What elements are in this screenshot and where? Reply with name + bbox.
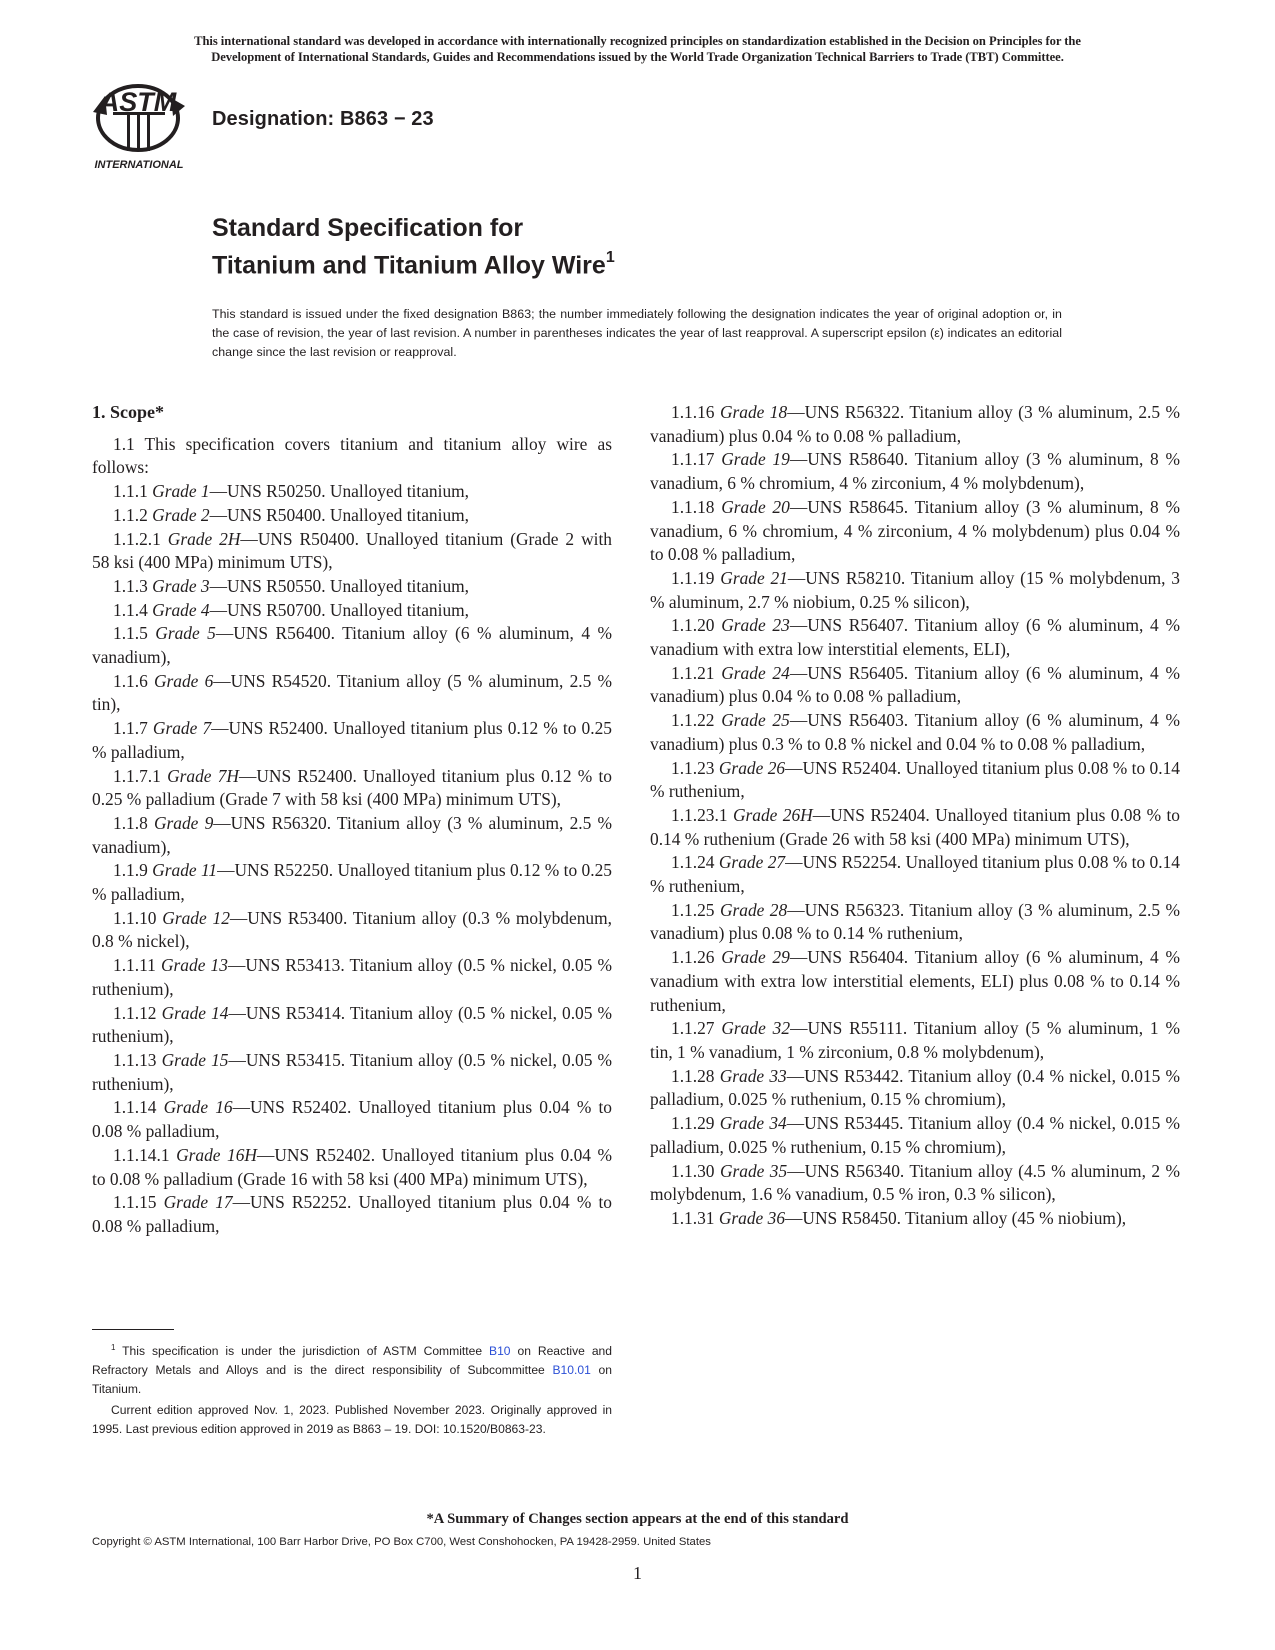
scope-item-grade: Grade 1 (152, 481, 210, 502)
logo-text: ASTM (99, 87, 177, 117)
scope-item-number: 1.1.16 (671, 402, 715, 422)
scope-item-text: —UNS R58210. Titanium alloy (15 % molybdenum, 3 % aluminum, 2.7 % niobium, 0.25 % silicon), (650, 567, 1180, 612)
scope-item-number: 1.1.31 (671, 1207, 715, 1228)
scope-item-number: 1.1.5 (113, 623, 148, 644)
title-line-2 (212, 244, 615, 281)
scope-item (92, 670, 612, 717)
scope-item-text: —UNS R58640. Titanium alloy (3 % aluminum, 8 % vanadium, 6 % chromium, 4 % zirconium, 4 % molybdenum), (650, 449, 1180, 494)
scope-item (92, 504, 612, 528)
scope-item-grade: Grade 26 (718, 757, 786, 778)
scope-item-text: —UNS R50400. Unalloyed titanium (Grade 2 with 58 ksi (400 MPa) minimum UTS), (92, 528, 612, 573)
scope-item (650, 1112, 1180, 1159)
footnote-1-text-a: This specification is under the jurisdiction of ASTM Committee (122, 1344, 483, 1359)
scope-item (92, 1049, 612, 1096)
scope-item-text: —UNS R56323. Titanium alloy (3 % aluminum, 2.5 % vanadium) plus 0.08 % to 0.14 % ruthenium, (650, 899, 1180, 944)
scope-item-number: 1.1.11 (113, 955, 156, 976)
astm-logo-mark (91, 82, 191, 174)
scope-item-number: 1.1.29 (671, 1113, 715, 1134)
scope-item-text: —UNS R56320. Titanium alloy (3 % aluminum, 2.5 % vanadium), (92, 812, 612, 857)
scope-item-number: 1.1.7.1 (113, 765, 161, 786)
scope-item-grade: Grade 32 (721, 1018, 791, 1039)
scope-item-number: 1.1.19 (671, 567, 715, 588)
scope-item-text: —UNS R56407. Titanium alloy (6 % aluminum, 4 % vanadium with extra low interstitial elements, ELI), (650, 615, 1180, 660)
scope-item-number: 1.1.10 (113, 907, 157, 928)
scope-item-number: 1.1.4 (113, 599, 148, 620)
scope-item-text: —UNS R56405. Titanium alloy (6 % aluminum, 4 % vanadium) plus 0.04 % to 0.08 % palladium, (650, 662, 1180, 707)
scope-item-grade: Grade 16 (163, 1097, 233, 1118)
scope-item-text: —UNS R53415. Titanium alloy (0.5 % nickel, 0.05 % ruthenium), (92, 1049, 612, 1094)
scope-item (92, 1096, 612, 1143)
scope-item-number: 1.1.1 (113, 481, 148, 502)
scope-item-number: 1.1.17 (671, 449, 715, 470)
scope-item-number: 1.1.21 (671, 662, 715, 683)
scope-item-text: —UNS R50400. Unalloyed titanium, (209, 504, 470, 525)
footnote-1 (92, 1338, 612, 1399)
scope-item-number: 1.1.2.1 (113, 528, 161, 549)
scope-item-number: 1.1.2 (113, 504, 148, 525)
scope-item-text: —UNS R56404. Titanium alloy (6 % aluminum, 4 % vanadium with extra low interstitial elements, ELI) plus 0.08 % to 0.14 % ruthenium, (650, 947, 1180, 1015)
scope-item-grade: Grade 6 (153, 670, 214, 691)
scope-item (650, 496, 1180, 567)
scope-item-grade: Grade 5 (155, 623, 216, 644)
subcommittee-link[interactable]: B10.01 (552, 1363, 591, 1378)
scope-item-number: 1.1.23.1 (671, 804, 728, 825)
scope-intro: 1.1 This specification covers titanium and titanium alloy wire as follows: (92, 433, 612, 478)
copyright: Copyright © ASTM International, 100 Barr Harbor Drive, PO Box C700, West Conshohocken, PA 19428-2959. United States (92, 1536, 711, 1548)
scope-item-grade: Grade 24 (721, 662, 790, 683)
scope-item-text: —UNS R50550. Unalloyed titanium, (209, 575, 470, 596)
scope-item-text: —UNS R52402. Unalloyed titanium plus 0.04 % to 0.08 % palladium (Grade 16 with 58 ksi (400 MPa) minimum UTS), (92, 1144, 612, 1189)
scope-item-text: —UNS R52402. Unalloyed titanium plus 0.04 % to 0.08 % palladium, (92, 1097, 612, 1142)
title-footnote-mark: 1 (605, 249, 615, 266)
scope-item-grade: Grade 29 (721, 947, 790, 968)
footnote-1-mark: 1 (111, 1343, 116, 1352)
scope-item-text: —UNS R54520. Titanium alloy (5 % aluminum, 2.5 % tin), (92, 670, 612, 715)
left-column (92, 401, 612, 1239)
scope-item-text: —UNS R56322. Titanium alloy (3 % aluminum, 2.5 % vanadium) plus 0.04 % to 0.08 % palladium, (650, 402, 1180, 446)
scope-item-number: 1.1.27 (671, 1018, 715, 1039)
scope-item-number: 1.1.30 (671, 1160, 715, 1181)
scope-item (650, 614, 1180, 661)
scope-item-text: —UNS R52254. Unalloyed titanium plus 0.08 % to 0.14 % ruthenium, (650, 852, 1180, 897)
document-title (212, 212, 615, 281)
scope-item-number: 1.1.3 (113, 575, 148, 596)
scope-item (650, 709, 1180, 756)
scope-item-grade: Grade 34 (719, 1113, 787, 1134)
scope-item (650, 899, 1180, 946)
scope-item-text: —UNS R58450. Titanium alloy (45 % niobium), (785, 1207, 1127, 1228)
scope-item-number: 1.1.24 (671, 852, 715, 873)
scope-item-grade: Grade 3 (152, 575, 210, 596)
scope-item-text: —UNS R53400. Titanium alloy (0.3 % molybdenum, 0.8 % nickel), (92, 907, 612, 952)
scope-item-text: —UNS R56400. Titanium alloy (6 % aluminum, 4 % vanadium), (92, 623, 612, 668)
scope-item-grade: Grade 20 (721, 496, 790, 517)
scope-item-number: 1.1.26 (671, 947, 715, 968)
scope-item-number: 1.1.14.1 (113, 1144, 170, 1165)
scope-item (92, 859, 612, 906)
scope-item-number: 1.1.7 (113, 718, 148, 739)
scope-item-grade: Grade 28 (719, 899, 788, 920)
scope-item (650, 1017, 1180, 1064)
scope-item (92, 1144, 612, 1191)
scope-item-grade: Grade 36 (718, 1207, 786, 1228)
title-line-2-text: Titanium and Titanium Alloy Wire (212, 251, 606, 280)
scope-item-text: —UNS R53442. Titanium alloy (0.4 % nickel, 0.015 % palladium, 0.025 % ruthenium, 0.15 % chromium), (650, 1065, 1180, 1110)
scope-item-text: —UNS R56403. Titanium alloy (6 % aluminum, 4 % vanadium) plus 0.3 % to 0.8 % nickel and 0.04 % to 0.08 % palladium, (650, 710, 1180, 754)
scope-item (92, 1002, 612, 1049)
scope-item-number: 1.1.8 (113, 812, 148, 833)
scope-item-grade: Grade 33 (719, 1065, 787, 1086)
footnote-2: Current edition approved Nov. 1, 2023. Published November 2023. Originally approved in 1995. Last previous edition approved in 2019 as B863 – 19. DOI: 10.1520/B0863-23. (92, 1403, 612, 1437)
astm-logo (91, 82, 191, 174)
scope-item-number: 1.1.9 (113, 860, 148, 881)
scope-item-grade: Grade 14 (161, 1002, 229, 1023)
scope-item-number: 1.1.20 (671, 615, 715, 636)
scope-item (92, 480, 612, 504)
scope-item (92, 1191, 612, 1238)
scope-item-grade: Grade 27 (718, 852, 786, 873)
scope-item-text: —UNS R50250. Unalloyed titanium, (209, 481, 470, 502)
scope-item (92, 622, 612, 669)
section-heading-scope: 1. Scope* (92, 402, 164, 422)
scope-item-number: 1.1.22 (671, 710, 715, 731)
scope-item-grade: Grade 11 (152, 860, 218, 881)
scope-item-grade: Grade 19 (721, 449, 790, 470)
scope-item (92, 907, 612, 954)
scope-item-grade: Grade 7 (152, 718, 212, 739)
scope-item (650, 401, 1180, 448)
scope-item-text: —UNS R52252. Unalloyed titanium plus 0.04 % to 0.08 % palladium, (92, 1192, 612, 1236)
scope-item-text: —UNS R52400. Unalloyed titanium plus 0.12 % to 0.25 % palladium, (92, 718, 612, 762)
scope-item (92, 812, 612, 859)
scope-item (92, 765, 612, 812)
footnote-rule (92, 1329, 174, 1330)
scope-item-grade: Grade 25 (721, 710, 790, 731)
scope-item-number: 1.1.15 (113, 1192, 157, 1213)
scope-item-number: 1.1.12 (113, 1002, 157, 1023)
summary-of-changes-note: *A Summary of Changes section appears at the end of this standard (426, 1511, 849, 1527)
scope-item-text: —UNS R58645. Titanium alloy (3 % aluminum, 8 % vanadium, 6 % chromium, 4 % zirconium, 4 % molybdenum) plus 0.04 % to 0.08 % palladium, (650, 496, 1180, 565)
scope-item (650, 757, 1180, 804)
scope-item-grade: Grade 2H (167, 528, 241, 549)
wto-notice-line-2: Development of International Standards, Guides and Recommendations issued by the World Trade Organization Technical Barriers to Trade (TBT) Committee. (211, 49, 1064, 64)
scope-item (92, 717, 612, 764)
scope-item-text: —UNS R53414. Titanium alloy (0.5 % nickel, 0.05 % ruthenium), (92, 1002, 612, 1047)
scope-item-grade: Grade 35 (719, 1160, 788, 1181)
scope-item-text: —UNS R52400. Unalloyed titanium plus 0.12 % to 0.25 % palladium (Grade 7 with 58 ksi (400 MPa) minimum UTS), (92, 765, 612, 810)
scope-item-number: 1.1.28 (671, 1065, 715, 1086)
scope-item-grade: Grade 26H (732, 804, 813, 825)
scope-item-grade: Grade 7H (167, 765, 239, 786)
scope-item (92, 575, 612, 599)
scope-item (650, 662, 1180, 709)
scope-items-left (92, 480, 612, 1239)
designation: Designation: B863 − 23 (212, 108, 434, 130)
scope-item-text: —UNS R53445. Titanium alloy (0.4 % nickel, 0.015 % palladium, 0.025 % ruthenium, 0.15 % chromium), (650, 1113, 1180, 1157)
scope-item-grade: Grade 16H (176, 1144, 257, 1165)
scope-item (650, 448, 1180, 495)
title-line-1: Standard Specification for (212, 214, 524, 242)
scope-items-right (650, 401, 1180, 1231)
scope-item-grade: Grade 12 (162, 907, 230, 928)
footnote-1-text-c: on Titanium. (92, 1363, 612, 1397)
scope-item-number: 1.1.14 (113, 1097, 157, 1118)
scope-item-text: —UNS R53413. Titanium alloy (0.5 % nickel, 0.05 % ruthenium), (92, 955, 612, 999)
wto-notice-line-1: This international standard was developed in accordance with internationally recognized principles on standardization established in the Decision on Principles for the (194, 34, 1081, 48)
scope-item-grade: Grade 18 (719, 402, 788, 422)
scope-item-grade: Grade 17 (163, 1192, 233, 1213)
scope-item-grade: Grade 2 (152, 504, 210, 525)
scope-item-text: —UNS R52404. Unalloyed titanium plus 0.08 % to 0.14 % ruthenium, (650, 757, 1180, 802)
scope-item-number: 1.1.13 (113, 1049, 157, 1070)
page-number: 1 (633, 1563, 642, 1583)
scope-item-grade: Grade 9 (153, 812, 214, 833)
scope-item (650, 567, 1180, 614)
scope-item-grade: Grade 4 (152, 599, 210, 620)
scope-item-number: 1.1.23 (671, 757, 715, 778)
footnotes (92, 1338, 612, 1441)
scope-item-grade: Grade 23 (721, 615, 790, 636)
wto-notice (90, 34, 1185, 65)
committee-link[interactable]: B10 (489, 1344, 511, 1359)
scope-item (650, 946, 1180, 1017)
footnote-1-text-b: on Reactive and Refractory Metals and Alloys and is the direct responsibility of Subcommittee (92, 1344, 612, 1378)
scope-item-grade: Grade 13 (160, 955, 228, 976)
issue-note: This standard is issued under the fixed designation B863; the number immediately following the designation indicates the year of original adoption or, in the case of revision, the year of last revision. A number in parentheses indicates the year of last reapproval. A superscript epsilon (ε) indicates an editorial change since the last revision or reapproval. (212, 307, 1062, 359)
scope-item-text: —UNS R50700. Unalloyed titanium, (209, 599, 470, 620)
scope-item (650, 1207, 1180, 1231)
logo-subtext: INTERNATIONAL (94, 159, 184, 171)
scope-item-number: 1.1.6 (113, 670, 148, 691)
scope-item-text: —UNS R55111. Titanium alloy (5 % aluminum, 1 % tin, 1 % vanadium, 1 % zirconium, 0.8 % molybdenum), (650, 1018, 1180, 1062)
scope-item-number: 1.1.18 (671, 496, 715, 517)
right-column (650, 401, 1180, 1231)
scope-item (650, 851, 1180, 898)
scope-item-text: —UNS R56340. Titanium alloy (4.5 % aluminum, 2 % molybdenum, 1.6 % vanadium, 0.5 % iron, 0.3 % silicon), (650, 1160, 1180, 1205)
scope-item-number: 1.1.25 (671, 899, 715, 920)
scope-item (92, 954, 612, 1001)
scope-item (650, 1160, 1180, 1207)
scope-item (650, 1065, 1180, 1112)
scope-item-grade: Grade 21 (720, 567, 788, 588)
scope-item (650, 804, 1180, 851)
scope-item (92, 528, 612, 575)
scope-item-grade: Grade 15 (161, 1049, 229, 1070)
scope-item (92, 599, 612, 623)
scope-item-text: —UNS R52250. Unalloyed titanium plus 0.12 % to 0.25 % palladium, (92, 860, 612, 905)
scope-item-text: —UNS R52404. Unalloyed titanium plus 0.08 % to 0.14 % ruthenium (Grade 26 with 58 ksi (400 MPa) minimum UTS), (650, 804, 1180, 849)
